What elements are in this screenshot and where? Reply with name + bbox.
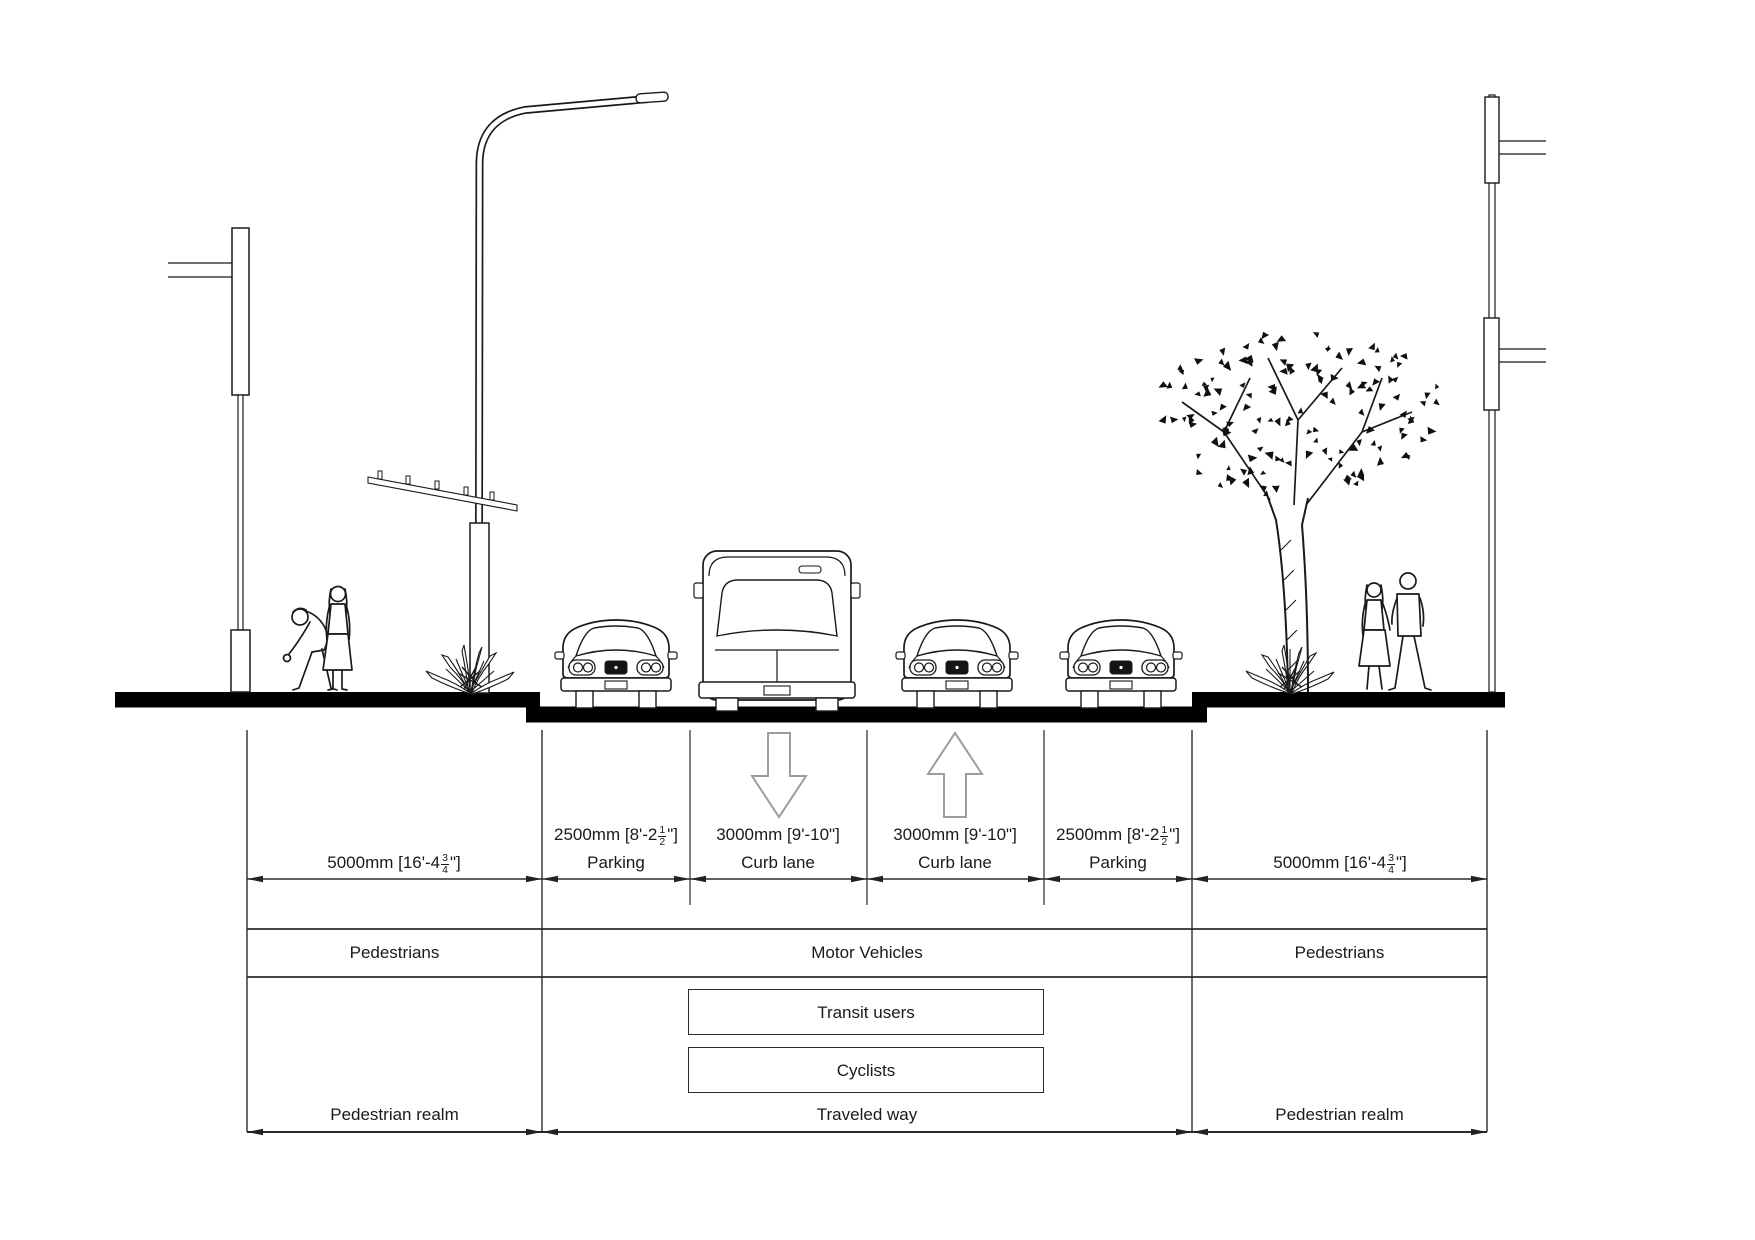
realm-pedestrian-right: Pedestrian realm [1275,1105,1404,1124]
pedestrians-right-drawing [1359,573,1431,690]
shrub-left [426,645,514,694]
pedestrians-left-drawing [284,587,353,691]
parked-car-right [1060,620,1182,708]
shrub-right [1246,645,1334,694]
band-motor-vehicles: Motor Vehicles [811,943,923,962]
car-curb-lane-right [896,620,1018,708]
down-arrow-icon [752,733,806,817]
dim-label-sidewalk-left: 5000mm [16'-4 $\frac{3}{4}$ "] [327,852,461,877]
cyclists-box: Cyclists [688,1047,1044,1093]
signal-pole-right [1484,95,1546,692]
up-arrow-icon [928,733,982,817]
dim-label-sidewalk-right: 5000mm [16'-4 $\frac{3}{4}$ "] [1273,852,1407,877]
transit-users-box: Transit users [688,989,1044,1035]
dim-label-curb-lane-left: 3000mm [9'-10"] Curb lane [716,825,840,872]
street-light [470,92,668,693]
box-truck [694,551,860,711]
dim-label-curb-lane-right: 3000mm [9'-10"] Curb lane [893,825,1017,872]
tree [1157,329,1442,692]
realm-pedestrian-left: Pedestrian realm [330,1105,459,1124]
dim-label-parking-right: 2500mm [8'-2 $\frac{1}{2}$ "] Parking [1055,824,1180,872]
dim-label-parking-left: 2500mm [8'-2 $\frac{1}{2}$ "] Parking [553,824,678,872]
sign-pole-left [168,228,250,692]
realm-traveled-way: Traveled way [816,1105,918,1124]
band-pedestrians-right: Pedestrians [1294,943,1385,962]
utility-crossarm [368,471,517,511]
parked-car-left [555,620,677,708]
band-pedestrians-left: Pedestrians [349,943,440,962]
